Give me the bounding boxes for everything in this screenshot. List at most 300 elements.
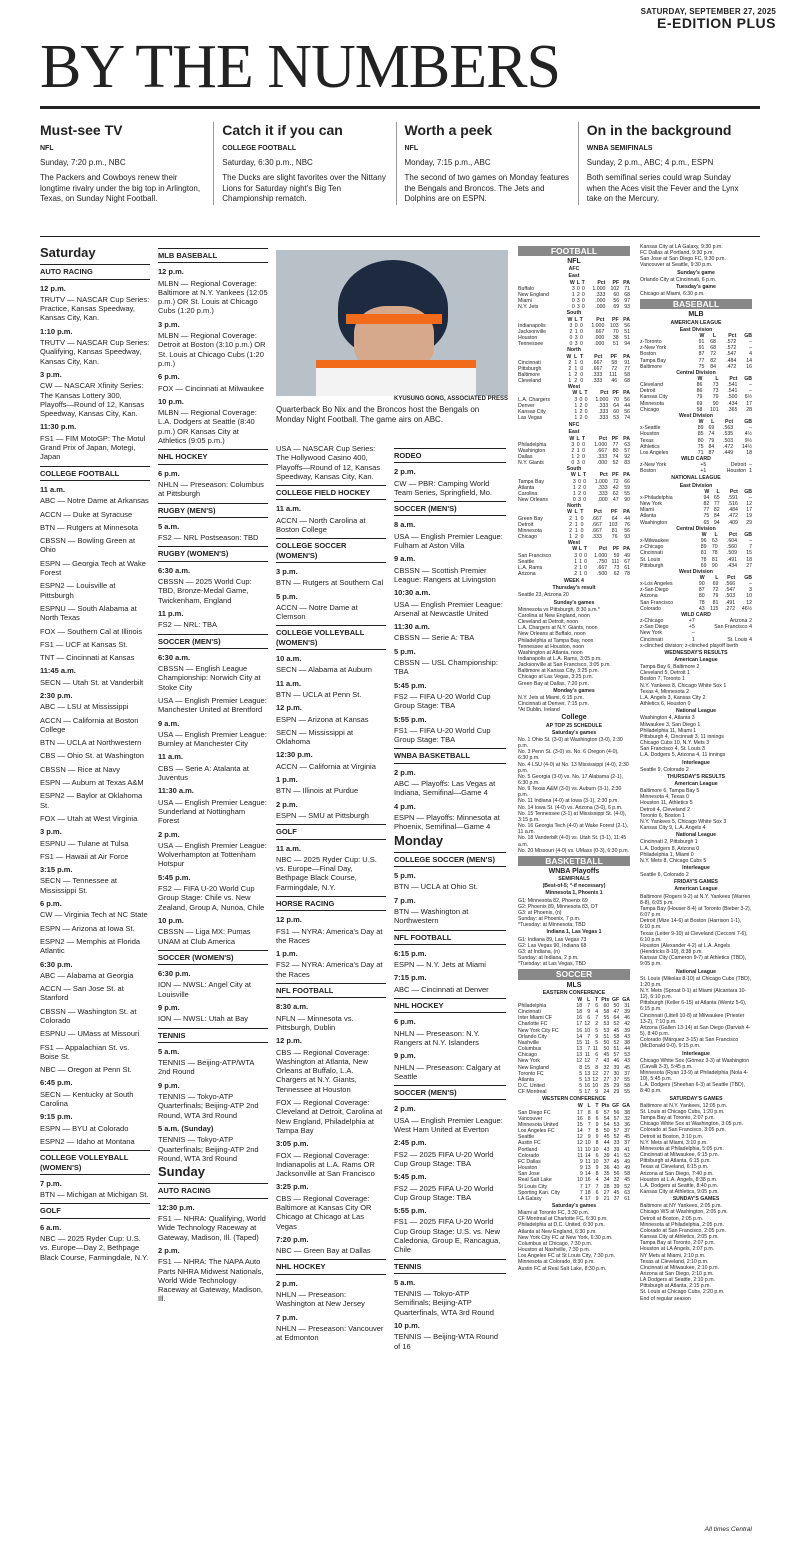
stat-cell: 13 [576, 1046, 583, 1053]
division-heading: South [566, 310, 582, 317]
stat-cell: 62 [612, 490, 619, 497]
listing-item: CBSSN — Scottish Premier League: Rangers at Livingston [394, 565, 496, 584]
listing-item: ACCN — North Carolina at Boston College [276, 515, 366, 535]
listing-item: FS1 — NHRA: Qualifying, World Wide Technology Raceway at Gateway, Madison, Ill. (Taped) [158, 1214, 266, 1242]
time-slot: 12 p.m. [276, 703, 302, 713]
stat-cell: 65 [713, 494, 720, 501]
listing-item: ACCN — Duke at Syracuse [40, 509, 133, 519]
time-slot: 2 p.m. [158, 829, 180, 839]
stat-cell: 80 [612, 447, 619, 454]
stat-cell: 0 [571, 298, 575, 305]
score-line: Sunday: at Indiana, 2 p.m. [518, 955, 579, 962]
score-line: Baltimore 6, Tampa Bay 5 [640, 788, 700, 795]
sport-heading: TENNIS [394, 1259, 506, 1274]
stat-cell: 1 [579, 564, 583, 571]
subheading: Interleague [682, 759, 710, 766]
stat-cell: 85 [697, 431, 704, 438]
stat-cell: 32 [624, 1115, 630, 1122]
listing-item: FS1 — FIM MotoGP: The Motul Grand Prix of Japan, Motegi, Japan [40, 433, 146, 462]
score-line: Kansas City at Athletics, 9:05 p.m. [640, 1188, 719, 1195]
time-slot: 10 p.m. [158, 396, 184, 406]
stat-cell: 0 [574, 322, 578, 329]
time-slot: 11 a.m. [276, 678, 302, 688]
stat-cell: 50 [603, 1039, 610, 1046]
team-name: Minnesota [640, 400, 664, 407]
stat-cell: 51 [624, 335, 630, 342]
score-line: Seattle 9, Colorado 2 [640, 766, 689, 773]
stat-cell: 0 [581, 298, 585, 305]
listing-item: ACCN — Notre Dame at Clemson [276, 602, 358, 622]
score-line: N.Y. Yankees 5, Chicago White Sox 3 [640, 818, 727, 825]
score-line: Detroit at Boston, 2:05 p.m. [640, 1215, 704, 1222]
stat-cell: .503 [723, 437, 734, 444]
stat-cell: .667 [592, 359, 603, 366]
listing-item: ABC — Alabama at Georgia [40, 970, 134, 980]
sport-banner: FOOTBALL [518, 246, 630, 256]
stat-cell: 50 [603, 1046, 610, 1053]
stat-cell: .503 [725, 593, 736, 600]
stat-cell: 55 [624, 490, 630, 497]
stat-cell: 58 [624, 371, 630, 378]
listing-item: CW — Virginia Tech at NC State [40, 910, 148, 920]
header-cell: PF [612, 279, 620, 286]
stat-cell: 53 [603, 1027, 610, 1034]
stat-cell: +5 [688, 624, 695, 631]
team-name: Indianapolis [518, 322, 546, 329]
team-name: Los Angeles [640, 449, 669, 456]
stat-cell: .449 [723, 449, 734, 456]
time-slot: 6 p.m. [158, 468, 180, 478]
stat-cell: 16 [577, 1115, 583, 1122]
time-slot: 2 p.m. [276, 799, 298, 809]
stat-cell: 68 [624, 291, 630, 298]
time-slot: 11 a.m. [276, 504, 302, 514]
stat-cell: 14 [746, 357, 752, 364]
listing-item: CBSSN — Serie A: TBA [394, 633, 475, 643]
score-line: LA Dodgers at Seattle, 2:10 p.m. [640, 1277, 715, 1284]
stat-cell: 89 [700, 544, 707, 551]
stat-cell: 2 [578, 484, 581, 491]
stat-cell: .572 [726, 345, 737, 352]
stat-cell: 56 [624, 408, 630, 415]
score-line: Los Angeles FC at St Louis City, 7:30 p.m. [518, 1253, 616, 1260]
stat-cell: 0 [579, 396, 583, 403]
facemask-shape [346, 314, 442, 324]
time-slot: 6 p.m. [394, 1017, 416, 1027]
score-line: L.A. Dodgers 5, Arizona 4, 11 innings [640, 752, 726, 759]
stat-cell: 1 [576, 447, 580, 454]
time-slot: 5 a.m. [394, 1277, 416, 1287]
stat-cell: 64 [611, 515, 618, 522]
header-cell: GB [744, 375, 752, 382]
listing-item: USA — English Premier League: Fulham at Aston Villa [394, 531, 503, 551]
header-cell: W [572, 390, 578, 397]
stat-cell: 12 [592, 1076, 599, 1083]
time-slot: 11:30 a.m. [394, 622, 430, 632]
header-cell: T [595, 1103, 599, 1110]
stat-cell: 0 [584, 564, 587, 571]
stat-cell: 8 [587, 1109, 591, 1116]
subheading: American League [674, 780, 718, 787]
sport-heading: AUTO RACING [40, 264, 150, 279]
standings-table [640, 618, 752, 643]
listing-item: NHLN — Preseason: Vancouver at Edmonton [276, 1323, 384, 1343]
header-cell: Pct [728, 531, 738, 538]
stat-cell: 87 [698, 351, 705, 358]
stat-cell: 1 [574, 558, 578, 565]
stat-cell: 10 [746, 593, 752, 600]
stat-cell: 68 [624, 378, 630, 385]
stat-cell: 71 [624, 285, 630, 292]
stat-cell: 44 [603, 1140, 610, 1147]
subheading: National League [675, 832, 717, 839]
stat-cell: 60 [603, 1002, 610, 1009]
header-cell: Pct [600, 390, 609, 397]
team-name: Detroit [640, 388, 656, 395]
header-cell: Pct [728, 332, 737, 339]
listing-item: CW — NASCAR Xfinity Series: The Kansas Lottery 300, Playoffs—Round of 12, Kansas Speedway, Kansas City, Kan. [40, 381, 145, 419]
stat-cell: 55 [624, 1076, 630, 1083]
score-line: Kansas City (Cameron 9-7) at Athletics (TBD), 9:05 p.m. [640, 955, 747, 968]
stat-cell: San Francisco [714, 624, 748, 631]
listing-item: FS1 — Hawaii at Air Force [40, 851, 129, 861]
listing-item: ACCN — San Jose St. at Stanford [40, 984, 124, 1003]
time-slot: 5 a.m. [158, 1046, 180, 1056]
sport-heading: NHL HOCKEY [394, 998, 506, 1013]
header-cell: GB [744, 488, 752, 495]
stat-cell: .535 [723, 431, 734, 438]
team-name: Miami [640, 507, 654, 514]
score-line: End of regular season [640, 1295, 691, 1302]
time-slot: 9 a.m. [158, 718, 180, 728]
stat-cell: 2 [574, 564, 578, 571]
stat-cell: 45 [613, 1027, 620, 1034]
stat-cell: 1 [571, 291, 575, 298]
standings-table [518, 997, 630, 1096]
time-slot: 5:45 p.m. [158, 872, 191, 882]
stat-cell: 7 [595, 1183, 599, 1190]
team-name: Carolina [518, 490, 538, 497]
time-slot: 6:30 p.m. [40, 959, 73, 969]
time-slot: 9 p.m. [394, 1051, 416, 1061]
standings-table [518, 280, 630, 311]
subheading: Saturday's games [551, 729, 597, 736]
header-cell: GF [612, 996, 620, 1003]
promo-heading: Must-see TV [40, 122, 123, 138]
time-slot: 3 p.m. [158, 319, 180, 329]
time-slot: 1:10 p.m. [40, 326, 73, 336]
team-name: Atlanta [518, 484, 535, 491]
team-name: z-San Diego [640, 587, 669, 594]
standings-table [518, 472, 630, 503]
stat-cell: 2 [569, 328, 573, 335]
stat-cell: .333 [598, 415, 609, 422]
score-line: Cincinnati at Milwaukee, 2:10 p.m. [640, 1264, 720, 1271]
promo-blurb: The Packers and Cowboys renew their longtime rivalry under the big top in Arlington, Texas, on Sunday Night Football. [40, 173, 201, 203]
sport-heading: GOLF [40, 1203, 150, 1218]
time-slot: 9:15 p.m. [40, 1112, 73, 1122]
score-line: Cincinnati 2, Pittsburgh 1 [640, 839, 698, 846]
stat-cell: 60 [613, 408, 619, 415]
stat-cell: 4½ [744, 431, 752, 438]
stat-cell: 68 [710, 345, 716, 352]
sport-heading: COLLEGE SOCCER (WOMEN'S) [276, 538, 386, 563]
stat-cell: 32 [603, 1064, 610, 1071]
stat-cell: 39 [613, 1064, 620, 1071]
score-line: N.Y. Mets 8, Chicago Cubs 5 [640, 857, 707, 864]
stat-cell: 12 [746, 599, 752, 606]
header-cell: L [715, 375, 719, 382]
stat-cell: .472 [723, 443, 734, 450]
stat-cell: 84 [708, 443, 715, 450]
stat-cell: 9½ [744, 437, 752, 444]
listing-item: BTN — UCLA at Northwestern [40, 738, 142, 748]
stat-cell: 52 [613, 1039, 620, 1046]
header-cell: Pct [597, 279, 606, 286]
listing-item: ABC — Cincinnati at Denver [394, 984, 489, 994]
masthead-edition: E-EDITION PLUS [656, 15, 776, 31]
stat-cell: 1.000 [594, 552, 608, 559]
stat-cell: 7 [587, 1121, 591, 1128]
score-line: Tampa Bay 6, Baltimore 2 [640, 664, 700, 671]
stat-cell: 4 [595, 1009, 599, 1016]
score-line: St. Louis at Chicago Cubs, 1:20 p.m. [640, 1108, 725, 1115]
stat-cell: 74 [708, 431, 715, 438]
stat-cell: 37 [624, 1140, 630, 1147]
listing-item: BTN — Rutgers at Southern Cal [276, 578, 384, 588]
subheading: (Best-of-5; *-if necessary) [542, 883, 606, 890]
stat-cell: .333 [591, 534, 602, 541]
division-heading: East [568, 273, 580, 280]
team-name: Pittsburgh [640, 562, 664, 569]
team-name: Boston [640, 351, 657, 358]
stat-cell: 7 [579, 1189, 583, 1196]
stat-cell: 77 [698, 357, 705, 364]
score-line: Chicago at Las Vegas, 3:25 p.m. [518, 674, 593, 681]
stat-cell: 14½ [741, 443, 752, 450]
listing-item: ESPN — Playoffs: Minnesota at Phoenix, Semifinal—Game 4 [394, 812, 500, 832]
stat-cell: 13 [576, 1052, 583, 1059]
stat-cell: 0 [584, 570, 587, 577]
listing-item: USA — English Premier League: Arsenal at Newcastle United [394, 599, 503, 618]
league-heading: WNBA Playoffs [548, 868, 600, 875]
stat-cell: 0 [569, 341, 573, 348]
sport-heading: AUTO RACING [158, 1183, 268, 1198]
listing-item: TRUTV — NASCAR Cup Series: Practice, Kansas Speedway, Kansas City, Kan. [40, 294, 150, 323]
score-line: Texas (Leiter 9-10) at Cleveland (Cecconi 7-6), 6:10 p.m. [640, 930, 748, 943]
score-line: Cleveland 5, Detroit 1 [640, 670, 690, 677]
stat-cell: .484 [726, 357, 737, 364]
stat-cell: 78 [698, 599, 705, 606]
listing-item: USA — NASCAR Cup Series: The Hollywood Casino 400, Playoffs—Round of 12, Kansas Speedway, Kansas City, Kan. [276, 444, 381, 481]
stat-cell: 16 [584, 1177, 591, 1184]
team-name: Las Vegas [518, 415, 543, 422]
stat-cell: 4 [595, 1177, 599, 1184]
conference-heading: AFC [568, 266, 580, 273]
stat-cell: .000 [594, 335, 605, 342]
subheading: Monday's games [553, 687, 595, 694]
header-cell: PF [610, 353, 618, 360]
listing-item: MLBN — Regional Coverage: L.A. Dodgers at Seattle (8:40 p.m.) OR Kansas City at Athletics (9:05 p.m.) [158, 408, 257, 446]
stat-cell: 103 [608, 521, 618, 528]
stat-cell: 2 [576, 291, 580, 298]
stat-cell: 17 [576, 1021, 583, 1028]
score-line: Detroit (Mize 14-6) at Boston (Harrison 1-1), 6:10 p.m. [640, 918, 742, 931]
team-name: New England [518, 1064, 549, 1071]
time-slot: 6:30 a.m. [158, 565, 191, 575]
time-slot: 7:20 p.m. [276, 1234, 309, 1244]
listing-item: BTN — Michigan at Michigan St. [40, 1190, 149, 1200]
stat-cell: 31 [624, 1002, 630, 1009]
stat-cell: 3 [749, 587, 752, 594]
stat-cell: 45 [603, 1134, 610, 1141]
photo-caption: Quarterback Bo Nix and the Broncos host the Bengals on Monday Night Football. The game airs on ABC. [276, 405, 480, 424]
stat-cell: 25 [603, 1083, 610, 1089]
stat-cell: 12 [584, 1058, 591, 1065]
listing-item: SECN — Mississippi at Oklahoma [276, 727, 354, 747]
stat-cell: 43 [624, 1058, 630, 1065]
stat-cell: .667 [591, 521, 602, 528]
score-line: N.Y. Yankees 8, Chicago White Sox 1 [640, 682, 727, 689]
score-line: G1: Minnesota 82, Phoenix 69 [518, 897, 588, 904]
listing-item: NBC — Oregon at Penn St. [40, 1065, 132, 1075]
listing-item: SECN — Utah St. at Vanderbilt [40, 677, 144, 687]
stat-cell: 68 [710, 339, 716, 346]
listing-item: TENNIS — Tokyo-ATP Quarterfinals; Beijing-ATP 2nd Round, WTA 3rd Round [158, 1092, 259, 1120]
stat-cell: 46½ [741, 605, 752, 612]
jersey-shape [316, 360, 476, 396]
stat-cell: .333 [597, 484, 608, 491]
listing-item: ESPNU — South Alabama at North Texas [40, 603, 137, 623]
stat-cell: 14 [584, 1152, 591, 1159]
score-line: Pittsburgh at Atlanta, 6:15 p.m. [640, 1158, 711, 1165]
stat-cell: 2 [595, 1021, 599, 1028]
time-slot: 5:45 p.m. [394, 1172, 427, 1182]
stat-cell: 101 [709, 406, 719, 413]
stat-cell: 10 [592, 1146, 599, 1153]
table-row [640, 394, 752, 400]
stat-cell: 42 [624, 1021, 630, 1028]
stat-cell: 6 [587, 1015, 591, 1022]
score-line: Kansas City at Athletics, 2:05 p.m. [640, 1234, 719, 1241]
score-line: No. 14 Iowa St. (4-0) vs. Arizona (3-0), 6 p.m. [518, 804, 623, 811]
stat-cell: 42 [612, 484, 619, 491]
stat-cell: .409 [727, 519, 738, 526]
stat-cell: 1 [571, 454, 575, 460]
listing-item: ESPN2 — Memphis at Florida Atlantic [40, 936, 141, 956]
listing-item: TNT — Cincinnati at Kansas [40, 653, 135, 663]
header-cell: L [715, 574, 719, 581]
team-name: Colorado [518, 1152, 540, 1159]
score-line: N.Y. Mets (Sproat 0-1) at Miami (Alcantara 10-12), 6:10 p.m. [640, 987, 747, 1001]
stat-cell: – [749, 538, 752, 545]
score-line: Milwaukee 3, San Diego 1 [640, 721, 701, 728]
listing-item: ESPNU — Tulane at Tulsa [40, 838, 129, 848]
sport-heading: RUGBY (WOMEN'S) [158, 546, 268, 561]
header-cell: Pts [601, 1103, 610, 1110]
subheading: Sunday's games [553, 599, 595, 606]
score-line: St. Louis (Mikolas 8-10) at Chicago Cubs (TBD), 1:20 p.m. [640, 975, 751, 988]
stat-cell: 2 [569, 521, 572, 528]
team-name: Kansas City [518, 408, 546, 415]
header-cell: L [579, 390, 583, 397]
time-slot: 7 p.m. [40, 1178, 62, 1188]
subheading: AMERICAN LEAGUE [670, 319, 722, 326]
stat-cell: 29 [746, 519, 752, 526]
stat-cell: 18 [746, 556, 752, 563]
team-name: New York City FC [518, 1027, 559, 1034]
team-name: Cincinnati [640, 550, 663, 557]
time-slot: 7:15 p.m. [394, 973, 427, 983]
subheading: AP TOP 25 SCHEDULE [545, 722, 603, 729]
stat-cell: 7 [595, 1058, 599, 1065]
score-line: Baltimore at NY Yankees, 2:05 p.m. [640, 1203, 722, 1210]
stat-cell: .500 [597, 570, 608, 577]
time-slot: 5 a.m. [158, 521, 180, 531]
stat-cell: 17 [584, 1089, 591, 1096]
listing-item: ABC — LSU at Mississippi [40, 702, 129, 712]
time-slot: 3:15 p.m. [40, 865, 73, 875]
score-line: No. 4 LSU (4-0) at No. 13 Mississippi (4-0), 2:30 p.m. [518, 761, 629, 774]
stat-cell: 4 [749, 351, 752, 358]
score-line: *Tuesday: at Las Vegas, TBD [518, 961, 586, 968]
stat-cell: 80 [698, 593, 705, 600]
division-heading: Central Division [676, 525, 716, 532]
promo-category: NFL [40, 145, 54, 152]
sport-heading: COLLEGE FOOTBALL [40, 466, 150, 481]
stat-cell: 12 [592, 1070, 599, 1077]
standings-table [518, 1103, 630, 1202]
listing-item: ACCN — California at Boston College [40, 715, 139, 734]
stat-cell: 0 [579, 552, 583, 559]
sport-banner: BASEBALL [640, 299, 752, 309]
score-line: San Jose at San Diego FC, 9:30 p.m. [640, 256, 726, 263]
header-cell: PF [612, 546, 620, 553]
score-line: Austin FC at Real Salt Lake, 8:30 p.m. [518, 1265, 607, 1272]
stat-cell: 15 [577, 1121, 583, 1128]
stat-cell: – [749, 388, 752, 395]
team-name: Kansas City [640, 394, 668, 401]
score-line: Chicago White Sox at Washington, 3:05 p.m. [640, 1121, 744, 1128]
stat-cell: 63 [624, 1189, 630, 1196]
stat-cell: 90 [624, 497, 630, 504]
stat-cell: 30 [613, 1070, 620, 1077]
score-line: Tampa Bay (Houser 8-4) at Toronto (Bieber 3-2), 6:07 p.m. [640, 905, 752, 919]
subheading: Saturday's games [551, 1202, 597, 1209]
score-line: Philadelphia 11, Miami 1 [640, 727, 697, 734]
header-cell: W [704, 488, 710, 495]
score-line: Chicago Cubs 10, N.Y. Mets 3 [640, 740, 710, 747]
score-line: Minnesota (Ryan 13-9) at Philadelphia (Nola 4-10), 5:45 p.m. [640, 1070, 749, 1083]
stat-cell: 0 [583, 490, 587, 497]
listing-item: USA — English Premier League: Burnley at Manchester City [158, 729, 267, 749]
division-heading: WILD CARD [681, 456, 711, 462]
listing-item: FS2 — FIFA U-20 World Cup Group Stage: TBA [394, 691, 491, 711]
time-slot: 12:30 p.m. [276, 750, 313, 760]
score-line: Toronto 6, Boston 1 [640, 812, 685, 819]
stat-cell: 17 [746, 400, 752, 407]
team-name: Sporting Kan. City [518, 1189, 560, 1196]
stat-cell: 2 [571, 447, 575, 454]
stat-cell: .509 [726, 550, 738, 557]
header-cell: PF [612, 472, 619, 479]
stat-cell: 54 [603, 1115, 610, 1122]
stat-cell: 16 [576, 1015, 583, 1022]
stat-cell: 2 [568, 359, 572, 366]
stat-cell: 15 [584, 1064, 591, 1071]
stat-cell: – [749, 382, 752, 389]
stat-cell: .604 [726, 538, 738, 545]
